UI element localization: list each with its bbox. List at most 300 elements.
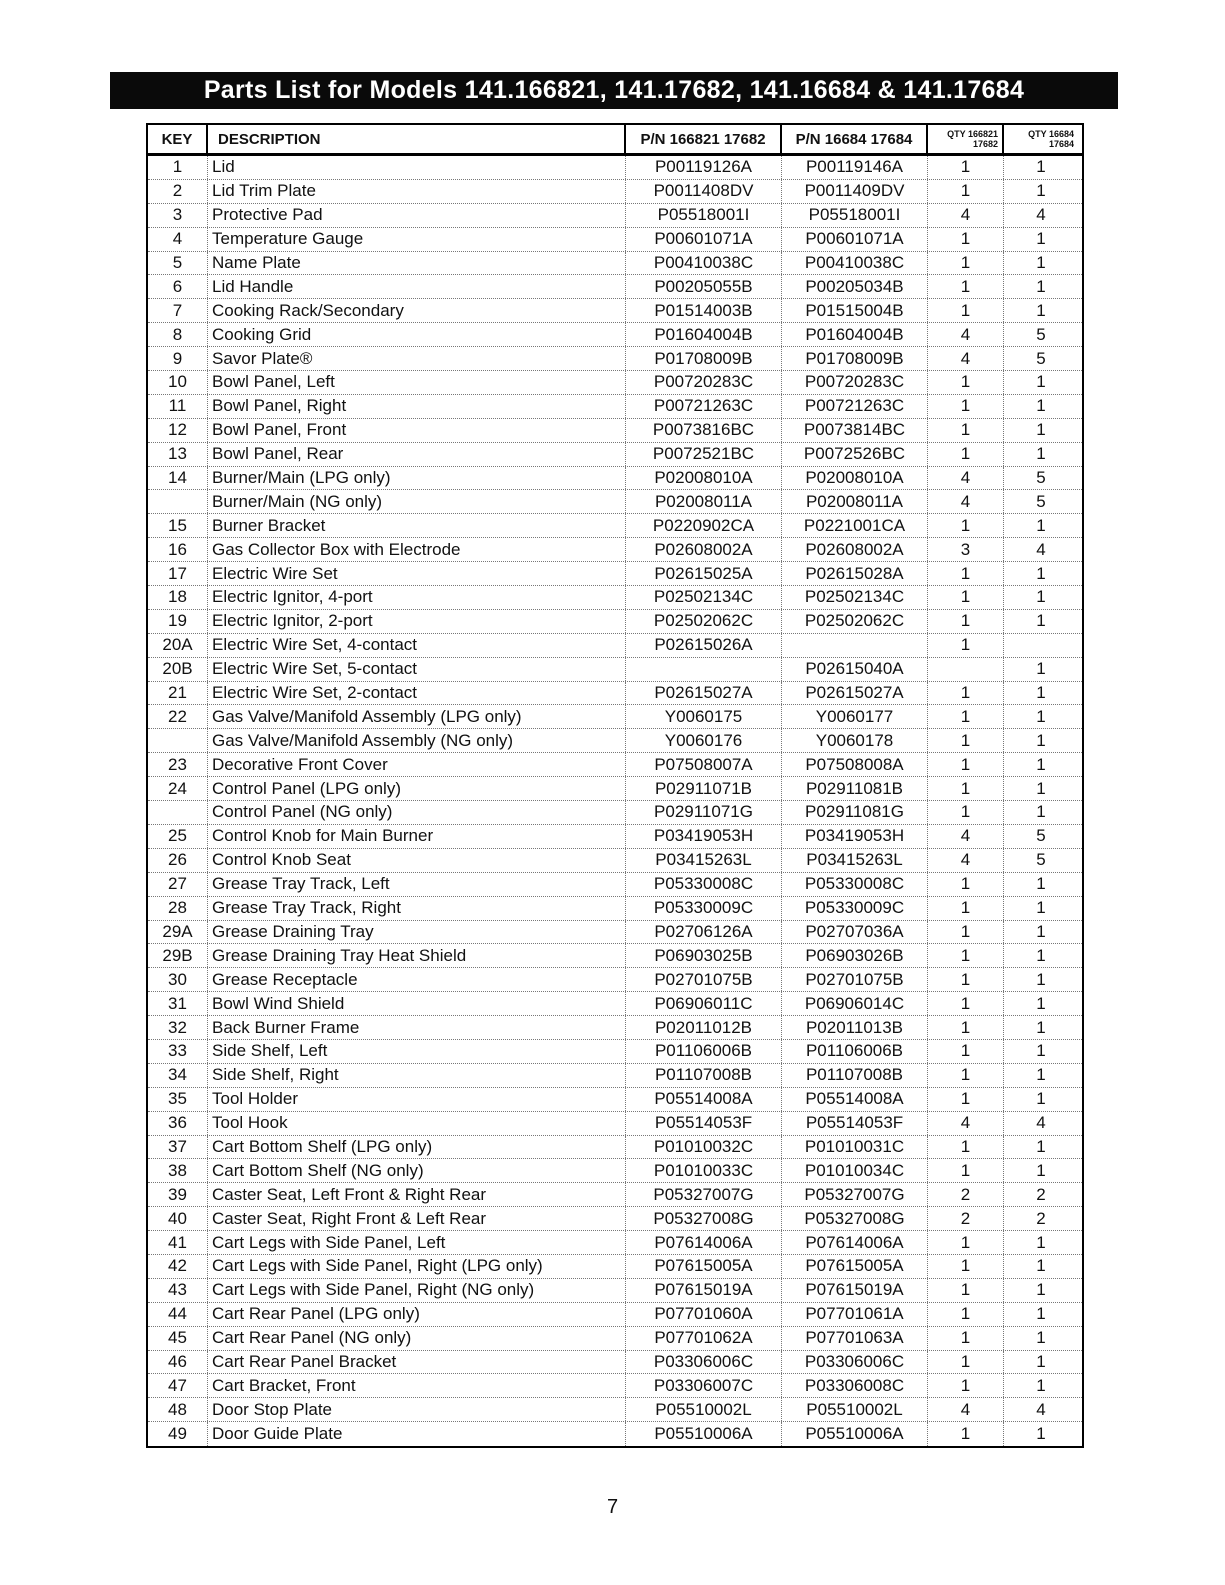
table-row (148, 1422, 1082, 1446)
row-qty2: 1 (1036, 444, 1046, 464)
row-qty2: 1 (1036, 1375, 1046, 1395)
row-description: Burner/Main (LPG only) (208, 467, 626, 490)
row-key (148, 729, 208, 752)
row-qty2: 1 (1036, 1065, 1046, 1085)
row-pn2: P03306006C (782, 1351, 928, 1374)
row-qty1: 1 (928, 275, 1004, 298)
row-description: Cart Bracket, Front (208, 1374, 626, 1397)
page-number: 7 (606, 1496, 619, 1518)
row-key: 29A (148, 921, 208, 944)
row-pn2: P00410038C (782, 252, 928, 275)
row-description: Electric Ignitor, 2-port (208, 610, 626, 633)
row-pn1: P05510006A (626, 1422, 782, 1446)
row-pn1: P07508007A (626, 753, 782, 776)
row-description: Cart Legs with Side Panel, Right (NG only) (208, 1279, 626, 1302)
row-qty2: 1 (1036, 157, 1046, 177)
row-qty2: 1 (1036, 659, 1046, 679)
row-description: Burner/Main (NG only) (208, 490, 626, 513)
row-qty1: 4 (928, 323, 1004, 346)
row-pn1: P05518001I (626, 204, 782, 227)
row-key: 39 (148, 1183, 208, 1206)
row-description: Bowl Panel, Right (208, 395, 626, 418)
row-description: Caster Seat, Right Front & Left Rear (208, 1207, 626, 1230)
row-pn2: P02502134C (782, 586, 928, 609)
row-description: Side Shelf, Right (208, 1064, 626, 1087)
row-pn1: P01514003B (626, 299, 782, 322)
row-pn2: P01604004B (782, 323, 928, 346)
header-qty2-top: QTY 16684 (1028, 129, 1074, 139)
table-row (148, 777, 1082, 801)
row-key: 35 (148, 1088, 208, 1111)
row-key: 20A (148, 634, 208, 657)
row-qty2: 2 (1036, 1184, 1046, 1204)
row-pn1: P05327007G (626, 1183, 782, 1206)
row-pn2: P07615005A (782, 1255, 928, 1278)
table-row (148, 586, 1082, 610)
table-row (148, 801, 1082, 825)
row-pn2: P05518001I (782, 204, 928, 227)
row-pn2: P07508008A (782, 753, 928, 776)
row-pn2: Y0060178 (782, 729, 928, 752)
row-pn2: P07614006A (782, 1231, 928, 1254)
row-qty2: 1 (1036, 276, 1046, 296)
row-pn1: P05514053F (626, 1112, 782, 1135)
row-pn1: P02502062C (626, 610, 782, 633)
row-qty2: 1 (1036, 1424, 1046, 1444)
row-qty2: 4 (1036, 1113, 1046, 1133)
row-pn1: P00720283C (626, 371, 782, 394)
row-pn1: P02701075B (626, 968, 782, 991)
row-key: 30 (148, 968, 208, 991)
row-qty2: 1 (1036, 874, 1046, 894)
row-qty2: 1 (1036, 898, 1046, 918)
row-pn2: P07615019A (782, 1279, 928, 1302)
row-description: Electric Wire Set (208, 562, 626, 585)
row-qty2: 1 (1036, 229, 1046, 249)
row-pn2: P02911081B (782, 777, 928, 800)
row-pn2: P05514053F (782, 1112, 928, 1135)
row-qty1: 1 (928, 801, 1004, 824)
row-pn2: P01010031C (782, 1136, 928, 1159)
row-qty2: 1 (1036, 1351, 1046, 1371)
row-key: 10 (148, 371, 208, 394)
table-row (148, 1398, 1082, 1422)
row-pn1: P05327008G (626, 1207, 782, 1230)
row-description: Caster Seat, Left Front & Right Rear (208, 1183, 626, 1206)
table-row (148, 825, 1082, 849)
row-pn2: P07701063A (782, 1327, 928, 1350)
header-pn2: P/N 16684 17684 (782, 125, 928, 153)
row-qty1: 1 (928, 705, 1004, 728)
table-row (148, 1351, 1082, 1375)
row-key: 21 (148, 682, 208, 705)
row-key: 38 (148, 1159, 208, 1182)
row-key: 15 (148, 514, 208, 537)
row-qty1: 1 (928, 1255, 1004, 1278)
row-description: Temperature Gauge (208, 228, 626, 251)
row-qty1: 4 (928, 1398, 1004, 1421)
row-qty1: 1 (928, 921, 1004, 944)
row-pn2: P03415263L (782, 849, 928, 872)
row-description: Cart Legs with Side Panel, Left (208, 1231, 626, 1254)
row-pn1: P02615027A (626, 682, 782, 705)
row-pn2: P02615028A (782, 562, 928, 585)
row-description: Cart Legs with Side Panel, Right (LPG only) (208, 1255, 626, 1278)
row-description: Protective Pad (208, 204, 626, 227)
table-row (148, 1374, 1082, 1398)
header-pn1: P/N 166821 17682 (626, 125, 782, 153)
row-pn1: P03419053H (626, 825, 782, 848)
row-pn1: P01107008B (626, 1064, 782, 1087)
row-pn1: P03415263L (626, 849, 782, 872)
row-qty2: 1 (1036, 730, 1046, 750)
row-description: Door Stop Plate (208, 1398, 626, 1421)
row-pn2: P02707036A (782, 921, 928, 944)
row-qty2: 1 (1036, 420, 1046, 440)
table-row (148, 753, 1082, 777)
row-description: Cart Rear Panel Bracket (208, 1351, 626, 1374)
row-qty2: 1 (1036, 1280, 1046, 1300)
table-body (148, 156, 1082, 1446)
row-key: 32 (148, 1016, 208, 1039)
row-pn1: P02706126A (626, 921, 782, 944)
row-qty2: 1 (1036, 300, 1046, 320)
row-pn2: P02701075B (782, 968, 928, 991)
row-key: 7 (148, 299, 208, 322)
row-key: 40 (148, 1207, 208, 1230)
row-pn1: P00119126A (626, 156, 782, 179)
row-qty2: 1 (1036, 969, 1046, 989)
row-key: 28 (148, 897, 208, 920)
row-description: Cooking Grid (208, 323, 626, 346)
row-description: Decorative Front Cover (208, 753, 626, 776)
row-qty1: 4 (928, 467, 1004, 490)
row-qty2: 1 (1036, 754, 1046, 774)
row-qty2: 1 (1036, 706, 1046, 726)
row-qty1: 1 (928, 610, 1004, 633)
row-key: 26 (148, 849, 208, 872)
row-key: 3 (148, 204, 208, 227)
header-qty1-bottom: 17682 (972, 139, 998, 149)
row-description: Gas Valve/Manifold Assembly (LPG only) (208, 705, 626, 728)
row-qty1: 1 (928, 586, 1004, 609)
row-key: 20B (148, 658, 208, 681)
row-qty2: 1 (1036, 993, 1046, 1013)
row-qty1: 4 (928, 825, 1004, 848)
row-pn1: P00205055B (626, 275, 782, 298)
row-key: 13 (148, 443, 208, 466)
row-qty1: 1 (928, 395, 1004, 418)
row-qty2: 5 (1036, 850, 1046, 870)
row-pn1: P03306006C (626, 1351, 782, 1374)
row-pn1: P07701062A (626, 1327, 782, 1350)
row-qty2: 5 (1036, 491, 1046, 511)
row-key: 25 (148, 825, 208, 848)
table-row (148, 682, 1082, 706)
row-pn1: P0073816BC (626, 419, 782, 442)
row-qty1: 1 (928, 1279, 1004, 1302)
row-description: Bowl Wind Shield (208, 992, 626, 1015)
row-pn1: P05330009C (626, 897, 782, 920)
table-row (148, 1016, 1082, 1040)
header-description: DESCRIPTION (208, 125, 626, 153)
row-description: Cart Bottom Shelf (LPG only) (208, 1136, 626, 1159)
row-description: Electric Wire Set, 4-contact (208, 634, 626, 657)
row-qty1: 1 (928, 682, 1004, 705)
row-qty2: 5 (1036, 348, 1046, 368)
table-row (148, 1303, 1082, 1327)
table-row (148, 873, 1082, 897)
row-pn1: P0220902CA (626, 514, 782, 537)
row-qty1: 1 (928, 992, 1004, 1015)
row-qty1: 1 (928, 443, 1004, 466)
row-key: 14 (148, 467, 208, 490)
row-qty1: 1 (928, 514, 1004, 537)
row-key: 48 (148, 1398, 208, 1421)
table-row (148, 323, 1082, 347)
row-pn1: P03306007C (626, 1374, 782, 1397)
row-pn1: P02008011A (626, 490, 782, 513)
row-pn1: P02615026A (626, 634, 782, 657)
table-row (148, 395, 1082, 419)
row-qty2: 1 (1036, 611, 1046, 631)
row-pn1: P00601071A (626, 228, 782, 251)
row-qty1: 3 (928, 538, 1004, 561)
table-row (148, 705, 1082, 729)
row-pn2: P05510002L (782, 1398, 928, 1421)
row-pn2: P05330008C (782, 873, 928, 896)
row-key: 22 (148, 705, 208, 728)
row-pn1: P01106006B (626, 1040, 782, 1063)
row-qty2: 1 (1036, 1089, 1046, 1109)
row-pn1: P05330008C (626, 873, 782, 896)
row-qty1: 1 (928, 729, 1004, 752)
table-row (148, 1279, 1082, 1303)
row-qty1: 1 (928, 299, 1004, 322)
row-qty2: 1 (1036, 1017, 1046, 1037)
row-qty2: 4 (1036, 1399, 1046, 1419)
header-qty2 (1004, 125, 1078, 153)
row-qty1: 1 (928, 1016, 1004, 1039)
row-qty2: 1 (1036, 683, 1046, 703)
row-description: Electric Wire Set, 2-contact (208, 682, 626, 705)
row-key: 46 (148, 1351, 208, 1374)
table-header (148, 123, 1082, 156)
row-key: 33 (148, 1040, 208, 1063)
row-pn2: P0073814BC (782, 419, 928, 442)
row-qty1: 1 (928, 968, 1004, 991)
row-pn1: P01010032C (626, 1136, 782, 1159)
row-pn2: P01010034C (782, 1159, 928, 1182)
row-qty1: 1 (928, 1351, 1004, 1374)
row-pn1: P02608002A (626, 538, 782, 561)
row-key: 47 (148, 1374, 208, 1397)
table-row (148, 729, 1082, 753)
row-key: 18 (148, 586, 208, 609)
row-qty1: 1 (928, 897, 1004, 920)
row-pn1: P07615005A (626, 1255, 782, 1278)
row-key: 37 (148, 1136, 208, 1159)
row-key: 44 (148, 1303, 208, 1326)
table-row (148, 1159, 1082, 1183)
row-qty1: 1 (928, 371, 1004, 394)
row-description: Bowl Panel, Rear (208, 443, 626, 466)
row-pn2: P02615040A (782, 658, 928, 681)
row-description: Control Panel (LPG only) (208, 777, 626, 800)
row-key: 23 (148, 753, 208, 776)
row-pn1: P0011408DV (626, 180, 782, 203)
row-pn1: P02011012B (626, 1016, 782, 1039)
row-qty1: 1 (928, 228, 1004, 251)
table-row (148, 1327, 1082, 1351)
row-key: 43 (148, 1279, 208, 1302)
row-pn2: P07701061A (782, 1303, 928, 1326)
row-pn2: P05330009C (782, 897, 928, 920)
row-pn2: P01515004B (782, 299, 928, 322)
row-qty1: 1 (928, 1159, 1004, 1182)
row-description: Cart Rear Panel (LPG only) (208, 1303, 626, 1326)
row-description: Control Knob Seat (208, 849, 626, 872)
row-description: Door Guide Plate (208, 1422, 626, 1446)
row-pn2: P02911081G (782, 801, 928, 824)
table-row (148, 347, 1082, 371)
table-row (148, 562, 1082, 586)
row-key: 17 (148, 562, 208, 585)
table-row (148, 658, 1082, 682)
row-description: Gas Valve/Manifold Assembly (NG only) (208, 729, 626, 752)
row-pn2: P00119146A (782, 156, 928, 179)
row-key: 1 (148, 156, 208, 179)
table-row (148, 1255, 1082, 1279)
row-pn2: P0072526BC (782, 443, 928, 466)
table-row (148, 921, 1082, 945)
row-pn2: P05327007G (782, 1183, 928, 1206)
row-description: Control Knob for Main Burner (208, 825, 626, 848)
row-description: Grease Draining Tray (208, 921, 626, 944)
table-row (148, 1112, 1082, 1136)
row-qty1: 2 (928, 1207, 1004, 1230)
row-pn2: P01107008B (782, 1064, 928, 1087)
row-pn2: P0221001CA (782, 514, 928, 537)
row-pn2: P01106006B (782, 1040, 928, 1063)
table-row (148, 443, 1082, 467)
row-qty1: 1 (928, 1327, 1004, 1350)
row-qty1: 4 (928, 849, 1004, 872)
table-row (148, 514, 1082, 538)
row-qty1: 4 (928, 490, 1004, 513)
row-qty1: 1 (928, 1088, 1004, 1111)
table-row (148, 1207, 1082, 1231)
row-pn1: P02615025A (626, 562, 782, 585)
row-key: 9 (148, 347, 208, 370)
row-pn2: P02615027A (782, 682, 928, 705)
row-pn1: P05510002L (626, 1398, 782, 1421)
row-pn1: P07615019A (626, 1279, 782, 1302)
table-row (148, 610, 1082, 634)
row-description: Grease Tray Track, Right (208, 897, 626, 920)
row-pn2: P02008010A (782, 467, 928, 490)
row-pn2: P03419053H (782, 825, 928, 848)
table-row (148, 1183, 1082, 1207)
row-pn1: Y0060175 (626, 705, 782, 728)
table-row (148, 1136, 1082, 1160)
table-row (148, 467, 1082, 491)
row-pn1 (626, 658, 782, 681)
table-row (148, 1231, 1082, 1255)
row-qty2 (1004, 634, 1078, 657)
table-row (148, 944, 1082, 968)
row-qty1: 1 (928, 1422, 1004, 1446)
row-key (148, 490, 208, 513)
row-pn2: P02502062C (782, 610, 928, 633)
row-description: Burner Bracket (208, 514, 626, 537)
row-pn2: P00601071A (782, 228, 928, 251)
row-pn2: P05327008G (782, 1207, 928, 1230)
row-description: Tool Hook (208, 1112, 626, 1135)
row-key: 36 (148, 1112, 208, 1135)
table-row (148, 228, 1082, 252)
row-pn2: P05514008A (782, 1088, 928, 1111)
row-qty2: 1 (1036, 778, 1046, 798)
row-qty2: 5 (1036, 324, 1046, 344)
row-qty1: 1 (928, 1374, 1004, 1397)
row-description: Gas Collector Box with Electrode (208, 538, 626, 561)
row-pn1: P02502134C (626, 586, 782, 609)
row-key: 8 (148, 323, 208, 346)
row-key: 31 (148, 992, 208, 1015)
header-qty2-bottom: 17684 (1048, 139, 1074, 149)
row-qty1: 1 (928, 1040, 1004, 1063)
row-pn2: P01708009B (782, 347, 928, 370)
row-qty1: 1 (928, 1136, 1004, 1159)
row-qty2: 5 (1036, 826, 1046, 846)
row-pn1: P00721263C (626, 395, 782, 418)
row-qty2: 1 (1036, 802, 1046, 822)
row-pn2: P06906014C (782, 992, 928, 1015)
row-description: Control Panel (NG only) (208, 801, 626, 824)
table-row (148, 252, 1082, 276)
row-pn1: P07701060A (626, 1303, 782, 1326)
row-qty2: 1 (1036, 921, 1046, 941)
row-qty2: 1 (1036, 1328, 1046, 1348)
row-key: 11 (148, 395, 208, 418)
row-qty2: 1 (1036, 587, 1046, 607)
row-pn1: P01708009B (626, 347, 782, 370)
row-description: Cart Bottom Shelf (NG only) (208, 1159, 626, 1182)
row-pn1: P02008010A (626, 467, 782, 490)
row-key: 2 (148, 180, 208, 203)
row-description: Bowl Panel, Left (208, 371, 626, 394)
row-qty1: 1 (928, 944, 1004, 967)
row-qty2: 1 (1036, 181, 1046, 201)
row-qty2: 1 (1036, 1041, 1046, 1061)
row-pn1: P02911071G (626, 801, 782, 824)
row-description: Cooking Rack/Secondary (208, 299, 626, 322)
row-qty1: 4 (928, 1112, 1004, 1135)
row-description: Grease Draining Tray Heat Shield (208, 944, 626, 967)
row-qty2: 1 (1036, 253, 1046, 272)
row-key: 19 (148, 610, 208, 633)
table-row (148, 299, 1082, 323)
row-pn1: P02911071B (626, 777, 782, 800)
row-key (148, 801, 208, 824)
row-qty1: 2 (928, 1183, 1004, 1206)
row-pn2: P02008011A (782, 490, 928, 513)
table-row (148, 204, 1082, 228)
row-pn1: P00410038C (626, 252, 782, 275)
row-qty1: 1 (928, 753, 1004, 776)
row-key: 5 (148, 252, 208, 275)
